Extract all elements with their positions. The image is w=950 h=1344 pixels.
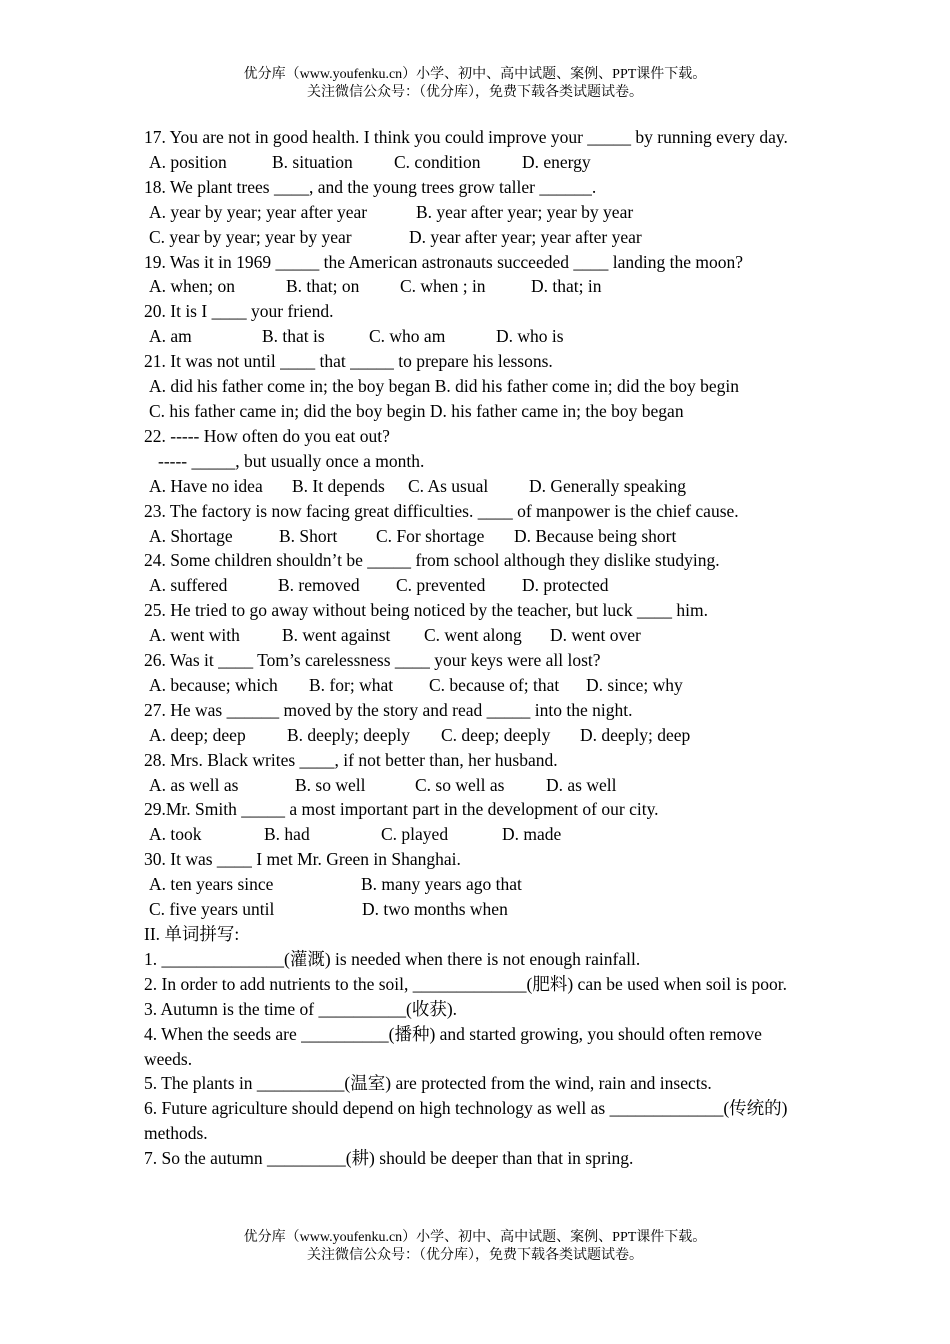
option-b: B. that is — [262, 326, 325, 347]
option-a: A. am — [149, 326, 192, 347]
question-stem: 25. He tried to go away without being noticed by the teacher, but luck ____ him. — [144, 600, 709, 621]
option-c: C. because of; that — [429, 674, 560, 695]
option-b: B. had — [264, 824, 310, 845]
option-a: A. ten years since — [149, 874, 274, 895]
question-25 — [144, 598, 806, 648]
options-row — [144, 623, 806, 648]
question-stem: 28. Mrs. Black writes ____, if not better than, her husband. — [144, 749, 558, 770]
option-d: D. energy — [522, 151, 591, 172]
option-a: A. because; which — [149, 674, 278, 695]
option-c: C. prevented — [396, 575, 486, 596]
question-stem: 21. It was not until ____ that _____ to prepare his lessons. — [144, 351, 553, 372]
question-stem: 20. It is I ____ your friend. — [144, 301, 334, 322]
question-29 — [144, 797, 806, 847]
question-stem: 26. Was it ____ Tom’s carelessness ____ your keys were all lost? — [144, 650, 601, 671]
spelling-item-4: 4. When the seeds are __________(播种) and started growing, you should often remove weeds. — [144, 1023, 762, 1069]
options-row — [144, 773, 806, 798]
option-d: D. since; why — [586, 674, 683, 695]
options-row — [144, 573, 806, 598]
option-c: C. For shortage — [376, 525, 485, 546]
question-stem: 17. You are not in good health. I think you could improve your _____ by running every day. — [144, 127, 788, 147]
spelling-item-2: 2. In order to add nutrients to the soil, _____________(肥料) can be used when soil is poor. — [144, 973, 788, 994]
options-row — [144, 822, 806, 847]
footer-line-1: 优分库（www.youfenku.cn）小学、初中、高中试题、案例、PPT课件下载。 — [243, 1230, 707, 1245]
question-stem: 22. ----- How often do you eat out? — [144, 425, 390, 446]
option-c: C. five years until — [149, 899, 275, 920]
option-d: D. protected — [522, 575, 609, 596]
options-row — [144, 200, 806, 225]
question-24 — [144, 548, 806, 598]
option-d: D. made — [502, 824, 562, 845]
question-stem: 23. The factory is now facing great difficulties. ____ of manpower is the chief cause. — [144, 500, 739, 521]
option-a: A. deep; deep — [149, 724, 246, 745]
option-c: C. who am — [369, 326, 446, 347]
option-b: B. for; what — [309, 674, 394, 695]
option-a: A. when; on — [149, 276, 236, 297]
option-c: C. deep; deeply — [441, 724, 551, 745]
option-b: B. that; on — [286, 276, 360, 297]
spelling-item-6: 6. Future agriculture should depend on high technology as well as _____________(传统的) methods. — [144, 1098, 788, 1144]
question-21 — [144, 349, 806, 424]
spelling-item-5: 5. The plants in __________(温室) are protected from the wind, rain and insects. — [144, 1073, 712, 1094]
option-a: A. Have no idea — [149, 475, 263, 496]
question-stem: 27. He was ______ moved by the story and read _____ into the night. — [144, 699, 633, 720]
option-c: C. when ; in — [400, 276, 486, 297]
option-d: D. went over — [550, 625, 641, 646]
option-b: B. Short — [279, 525, 338, 546]
header-line-2: 关注微信公众号：（优分库），免费下载各类试题试卷。 — [307, 85, 643, 100]
question-stem: 18. We plant trees ____, and the young trees grow taller ______. — [144, 176, 597, 197]
option-b: B. year after year; year by year — [416, 201, 634, 222]
section-title: II. 单词拼写: — [144, 924, 240, 944]
spelling-item-7: 7. So the autumn _________(耕) should be deeper than that in spring. — [144, 1148, 634, 1169]
option-d: D. deeply; deep — [580, 724, 691, 745]
options-row — [144, 150, 806, 175]
question-17 — [144, 125, 806, 175]
options-c-d: C. his father came in; did the boy begin D. his father came in; the boy began — [149, 400, 684, 421]
option-b: B. many years ago that — [361, 874, 522, 895]
option-a: A. suffered — [149, 575, 228, 596]
exam-content — [144, 125, 806, 1171]
header-line-1: 优分库（www.youfenku.cn）小学、初中、高中试题、案例、PPT课件下载。 — [243, 67, 707, 82]
option-b: B. removed — [278, 575, 360, 596]
option-b: B. situation — [272, 151, 353, 172]
options-row — [144, 872, 806, 897]
option-c: C. played — [381, 824, 449, 845]
dialogue-response: ----- _____, but usually once a month. — [158, 450, 425, 471]
option-a: A. went with — [149, 625, 240, 646]
options-row — [144, 474, 806, 499]
options-row — [144, 723, 806, 748]
option-a: A. year by year; year after year — [149, 201, 368, 222]
option-b: B. went against — [282, 625, 391, 646]
question-26 — [144, 648, 806, 698]
option-a: A. as well as — [149, 774, 239, 795]
question-stem: 29.Mr. Smith _____ a most important part in the development of our city. — [144, 799, 659, 820]
question-18 — [144, 175, 806, 250]
spelling-item-3: 3. Autumn is the time of __________(收获). — [144, 998, 458, 1019]
option-d: D. two months when — [362, 899, 508, 920]
options-row — [144, 399, 806, 424]
options-a-b: A. did his father come in; the boy began B. did his father come in; did the boy begin — [149, 376, 740, 397]
question-stem: 24. Some children shouldn’t be _____ from school although they dislike studying. — [144, 550, 720, 571]
option-c: C. went along — [424, 625, 522, 646]
options-row — [144, 225, 806, 250]
page-footer — [0, 1229, 950, 1265]
question-30 — [144, 847, 806, 922]
options-row — [144, 897, 806, 922]
option-d: D. year after year; year after year — [409, 226, 642, 247]
page-header — [0, 66, 950, 102]
option-d: D. Because being short — [514, 525, 677, 546]
spelling-item-1: 1. ______________(灌溉) is needed when there is not enough rainfall. — [144, 948, 641, 969]
option-c: C. so well as — [415, 774, 505, 795]
option-a: A. Shortage — [149, 525, 233, 546]
question-stem: 30. It was ____ I met Mr. Green in Shanghai. — [144, 849, 461, 870]
question-28 — [144, 748, 806, 798]
options-row — [144, 324, 806, 349]
question-22 — [144, 424, 806, 499]
question-19 — [144, 250, 806, 300]
option-c: C. As usual — [408, 475, 489, 496]
footer-line-2: 关注微信公众号：（优分库），免费下载各类试题试卷。 — [307, 1248, 643, 1263]
option-d: D. that; in — [531, 276, 602, 297]
option-a: A. took — [149, 824, 202, 845]
option-b: B. deeply; deeply — [287, 724, 410, 745]
options-row — [144, 374, 806, 399]
option-b: B. so well — [295, 774, 366, 795]
option-b: B. It depends — [292, 475, 385, 496]
option-c: C. year by year; year by year — [149, 226, 352, 247]
question-stem: 19. Was it in 1969 _____ the American astronauts succeeded ____ landing the moon? — [144, 251, 743, 272]
option-d: D. as well — [546, 774, 617, 795]
option-d: D. Generally speaking — [529, 475, 686, 496]
option-a: A. position — [149, 151, 227, 172]
option-d: D. who is — [496, 326, 564, 347]
options-row — [144, 673, 806, 698]
options-row — [144, 274, 806, 299]
question-20 — [144, 299, 806, 349]
option-c: C. condition — [394, 151, 481, 172]
options-row — [144, 524, 806, 549]
question-23 — [144, 499, 806, 549]
question-27 — [144, 698, 806, 748]
